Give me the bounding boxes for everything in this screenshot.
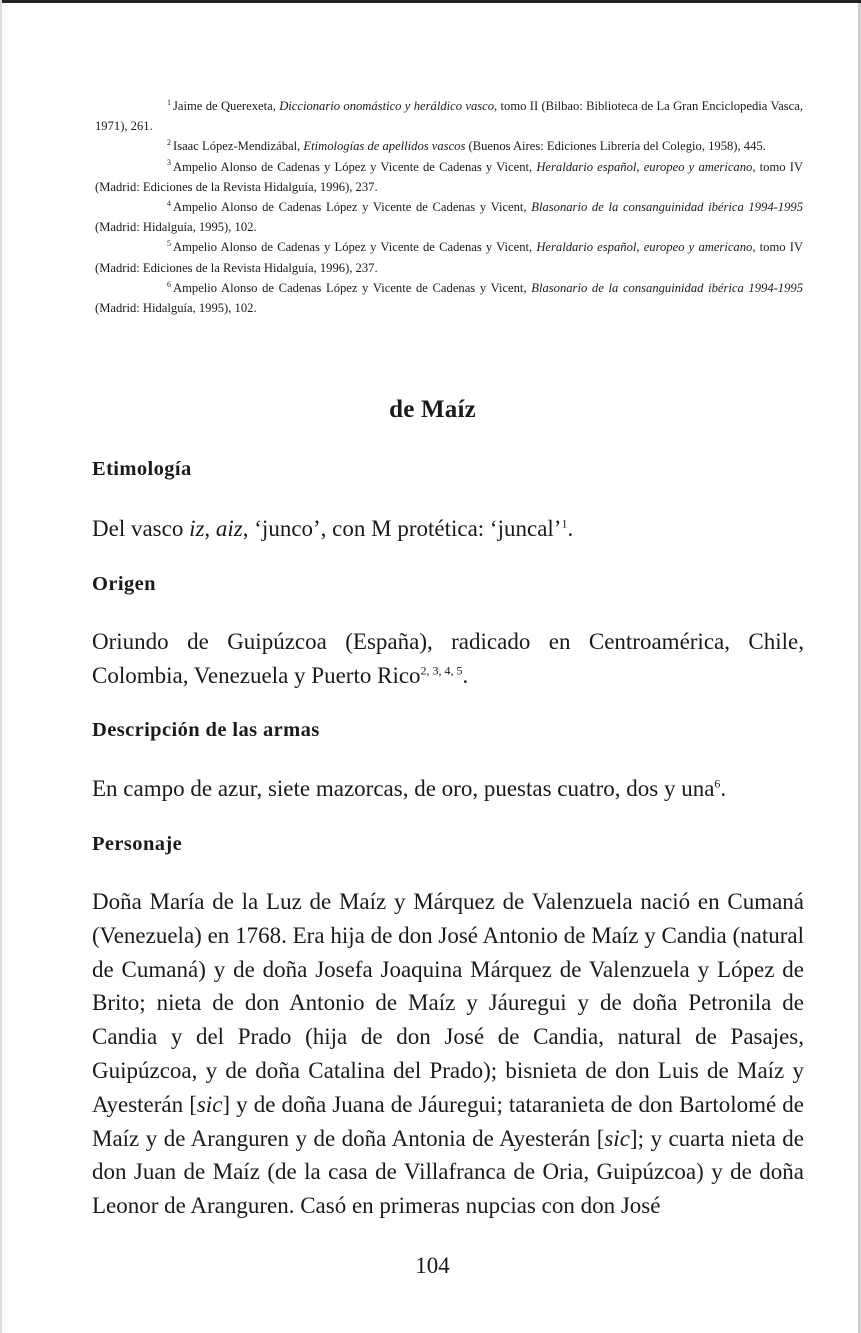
- footnote-title: Heraldario español, europeo y americano: [536, 159, 753, 174]
- footnote-3: $^3$ Ampelio Alonso de Cadenas y López y Vicente de Cadenas y Vicent, Heraldario español, europeo y americano, tomo IV (Madrid: Ediciones de la Revista Hidalguía, 1996), 237.: [95, 158, 804, 194]
- footnote-title: Blasonario de la consanguinidad ibérica 1994-1995: [531, 280, 803, 295]
- footnote-1: $^1$ Jaime de Querexeta, Diccionario onomástico y heráldico vasco, tomo II (Bilbao: Biblioteca de La Gran Enciclopedia Vasca, 1971), 261.: [95, 97, 803, 134]
- footnote-number: 3: [167, 158, 171, 168]
- footnote-ref: 6: [714, 776, 721, 791]
- footnote-number: 2: [167, 138, 171, 148]
- heading-personaje: Personaje: [92, 833, 183, 855]
- heading-descripcion-armas: Descripción de las armas: [92, 719, 320, 741]
- footnote-ref: 1: [561, 516, 568, 531]
- footnote-number: 4: [167, 198, 171, 208]
- footnote-4: $^4$ Ampelio Alonso de Cadenas López y Vicente de Cadenas y Vicent, Blasonario de la consanguinidad ibérica 1994-1995 (Madrid: Hidalguía, 1995), 102.: [95, 198, 803, 235]
- footnote-title: Etimologías de apellidos vascos: [303, 139, 466, 154]
- footnotes-block: [95, 96, 803, 318]
- footnote-title: Blasonario de la consanguinidad ibérica 1994-1995: [531, 200, 803, 215]
- top-border-rule: [2, 0, 861, 3]
- heading-origen: Origen: [92, 573, 156, 595]
- page-number: 104: [415, 1253, 450, 1278]
- footnote-number: 5: [167, 239, 171, 249]
- footnote-ref: 2, 3, 4, 5: [420, 663, 463, 678]
- footnote-5: $^5$ Ampelio Alonso de Cadenas y López y Vicente de Cadenas y Vicent, Heraldario español, europeo y americano, tomo IV (Madrid: Ediciones de la Revista Hidalguía, 1996), 237.: [95, 239, 804, 275]
- footnote-title: Heraldario español, europeo y americano: [536, 240, 753, 255]
- footnote-number: 1: [167, 97, 171, 107]
- footnote-6: $^6$ Ampelio Alonso de Cadenas López y Vicente de Cadenas y Vicent, Blasonario de la consanguinidad ibérica 1994-1995 (Madrid: Hidalguía, 1995), 102.: [95, 279, 803, 316]
- paragraph-origen: Oriundo de Guipúzcoa (España), radicado en Centroamérica, Chile, Colombia, Venezuela y Puerto Rico$^{2, 3, 4, 5}$.: [92, 629, 804, 688]
- paragraph-descripcion-armas: En campo de azur, siete mazorcas, de oro, puestas cuatro, dos y una$^6$.: [92, 776, 727, 801]
- footnote-number: 6: [167, 279, 171, 289]
- heading-etimologia: Etimología: [92, 458, 192, 480]
- paragraph-personaje: Doña María de la Luz de Maíz y Márquez de Valenzuela nació en Cumaná (Venezuela) en 1768. Era hija de don José Antonio de Maíz y Candia (natural de Cumaná) y de doña Josefa Joaquina Márquez de Valenzuela y López de Brito; nieta de don Antonio de Maíz y Jáuregui y de doña Petronila de Candia y del Prado (hija de don José de Candia, natural de Pasajes, Guipúzcoa, y de doña Catalina del Prado); bisnieta de don Luis de Maíz y Ayesterán [sic] y de doña Juana de Jáuregui; tataranieta de don Bartolomé de Maíz y de Aranguren y de doña Antonia de Ayesterán [sic]; y cuarta nieta de don Juan de Maíz (de la casa de Villafranca de Oria, Guipúzcoa) y de doña Leonor de Aranguren. Casó en primeras nupcias con don José: [92, 889, 804, 1219]
- paragraph-etimologia: Del vasco iz, aiz, ‘junco’, con M protética: ‘juncal’$^1$.: [92, 516, 574, 541]
- footnote-title: Diccionario onomástico y heráldico vasco: [279, 99, 495, 113]
- footnote-2: $^2$ Isaac López-Mendizábal, Etimologías de apellidos vascos (Buenos Aires: Ediciones Librería del Colegio, 1958), 445.: [167, 138, 766, 154]
- page-title: de Maíz: [389, 396, 476, 423]
